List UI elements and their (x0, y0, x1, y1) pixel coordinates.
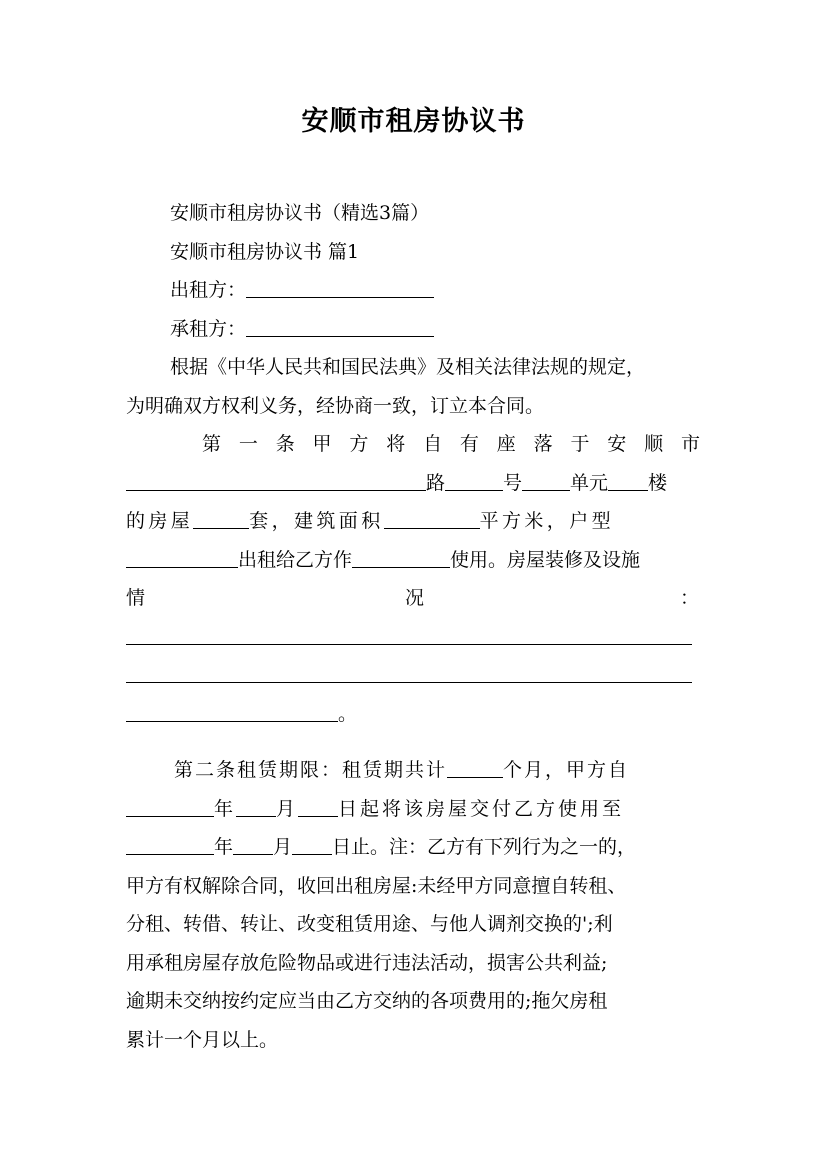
house-label: 的房屋 (126, 510, 194, 532)
layout-blank (126, 547, 238, 568)
article-1-line-8 (126, 695, 700, 734)
area-blank (384, 508, 480, 529)
situation-char-2: 况 (405, 587, 425, 609)
house-count-blank (193, 508, 249, 529)
end-month-label: 月 (273, 836, 293, 858)
use-blank (352, 547, 450, 568)
lessee-line (126, 310, 700, 349)
unit-label: 单元 (570, 471, 609, 494)
start-day-label: 日起将该房屋交付乙方使用至 (338, 797, 625, 820)
subtitle: 安顺市租房协议书（精选3篇） (170, 202, 430, 224)
lessee-label: 承租方： (170, 317, 247, 340)
article-1-end: 。 (338, 702, 358, 725)
situation-char-1: 情 (126, 587, 146, 609)
article-1-line-1: 第一条甲方将自有座落于安顺市 (202, 433, 700, 455)
start-month-blank (236, 796, 276, 817)
start-month-label: 月 (276, 797, 299, 820)
rent-purpose-label: 出租给乙方作 (238, 548, 353, 571)
number-label: 号 (503, 471, 523, 494)
floor-blank (608, 470, 648, 491)
facilities-blank-3 (126, 701, 338, 722)
lessor-label: 出租方： (170, 279, 247, 301)
article-2-line-5: 分租、转借、转让、改变租赁用途、与他人调剂交换的';利 (126, 913, 613, 935)
lessee-blank (246, 316, 434, 337)
article-2-line-7: 逾期未交纳按约定应当由乙方交纳的各项费用的;拖欠房租 (126, 990, 608, 1012)
article-1-line-4 (126, 541, 700, 580)
road-number-blank (445, 470, 503, 491)
article-1-line-2 (126, 464, 700, 503)
situation-colon: ： (680, 587, 700, 609)
facilities-blank-2 (126, 662, 692, 683)
article-1-line-6 (126, 618, 700, 657)
months-blank (447, 757, 503, 778)
section-heading: 安顺市租房协议书 篇1 (170, 240, 360, 263)
facilities-label: 使用。房屋装修及设施 (450, 548, 641, 571)
start-year-label: 年 (214, 797, 237, 820)
document-body (126, 194, 700, 1059)
end-day-blank (292, 834, 332, 855)
end-day-label: 日止。注：乙方有下列行为之一的， (332, 836, 637, 858)
article-2-line-6: 用承租房屋存放危险物品或进行违法活动，损害公共利益; (126, 951, 608, 974)
facilities-blank-1 (126, 624, 692, 645)
start-year-blank (126, 796, 214, 817)
start-day-blank (298, 796, 338, 817)
article-2-line-3 (126, 828, 700, 867)
floor-label: 楼 (648, 471, 668, 494)
months-label: 个月，甲方自 (503, 759, 630, 781)
lessor-blank (246, 277, 434, 298)
paragraph-1-line-2: 为明确双方权利义务，经协商一致，订立本合同。 (126, 394, 545, 417)
end-year-label: 年 (214, 836, 234, 858)
article-2-line-4: 甲方有权解除合同，收回出租房屋:未经甲方同意擅自转租、 (126, 874, 627, 897)
lessor-line (126, 271, 700, 310)
paragraph-1-line-1: 根据《中华人民共和国民法典》及相关法律法规的规定， (170, 356, 646, 378)
unit-blank (522, 470, 570, 491)
spacer (126, 733, 700, 751)
article-1-line-5 (126, 579, 700, 618)
article-2-line-1 (126, 751, 700, 790)
address-blank (126, 470, 426, 491)
article-1-line-7 (126, 656, 700, 695)
article-1-line-3 (126, 502, 700, 541)
article-2-line-2 (126, 790, 700, 829)
end-month-blank (233, 834, 273, 855)
lease-term-label: 第二条租赁期限：租赁期共计 (174, 759, 448, 781)
layout-label: 平方米，户型 (479, 510, 615, 532)
article-2-line-8: 累计一个月以上。 (126, 1028, 279, 1051)
area-label: 套，建筑面积 (249, 510, 384, 532)
road-label: 路 (426, 471, 446, 494)
end-year-blank (126, 834, 214, 855)
document-title: 安顺市租房协议书 (301, 106, 526, 137)
